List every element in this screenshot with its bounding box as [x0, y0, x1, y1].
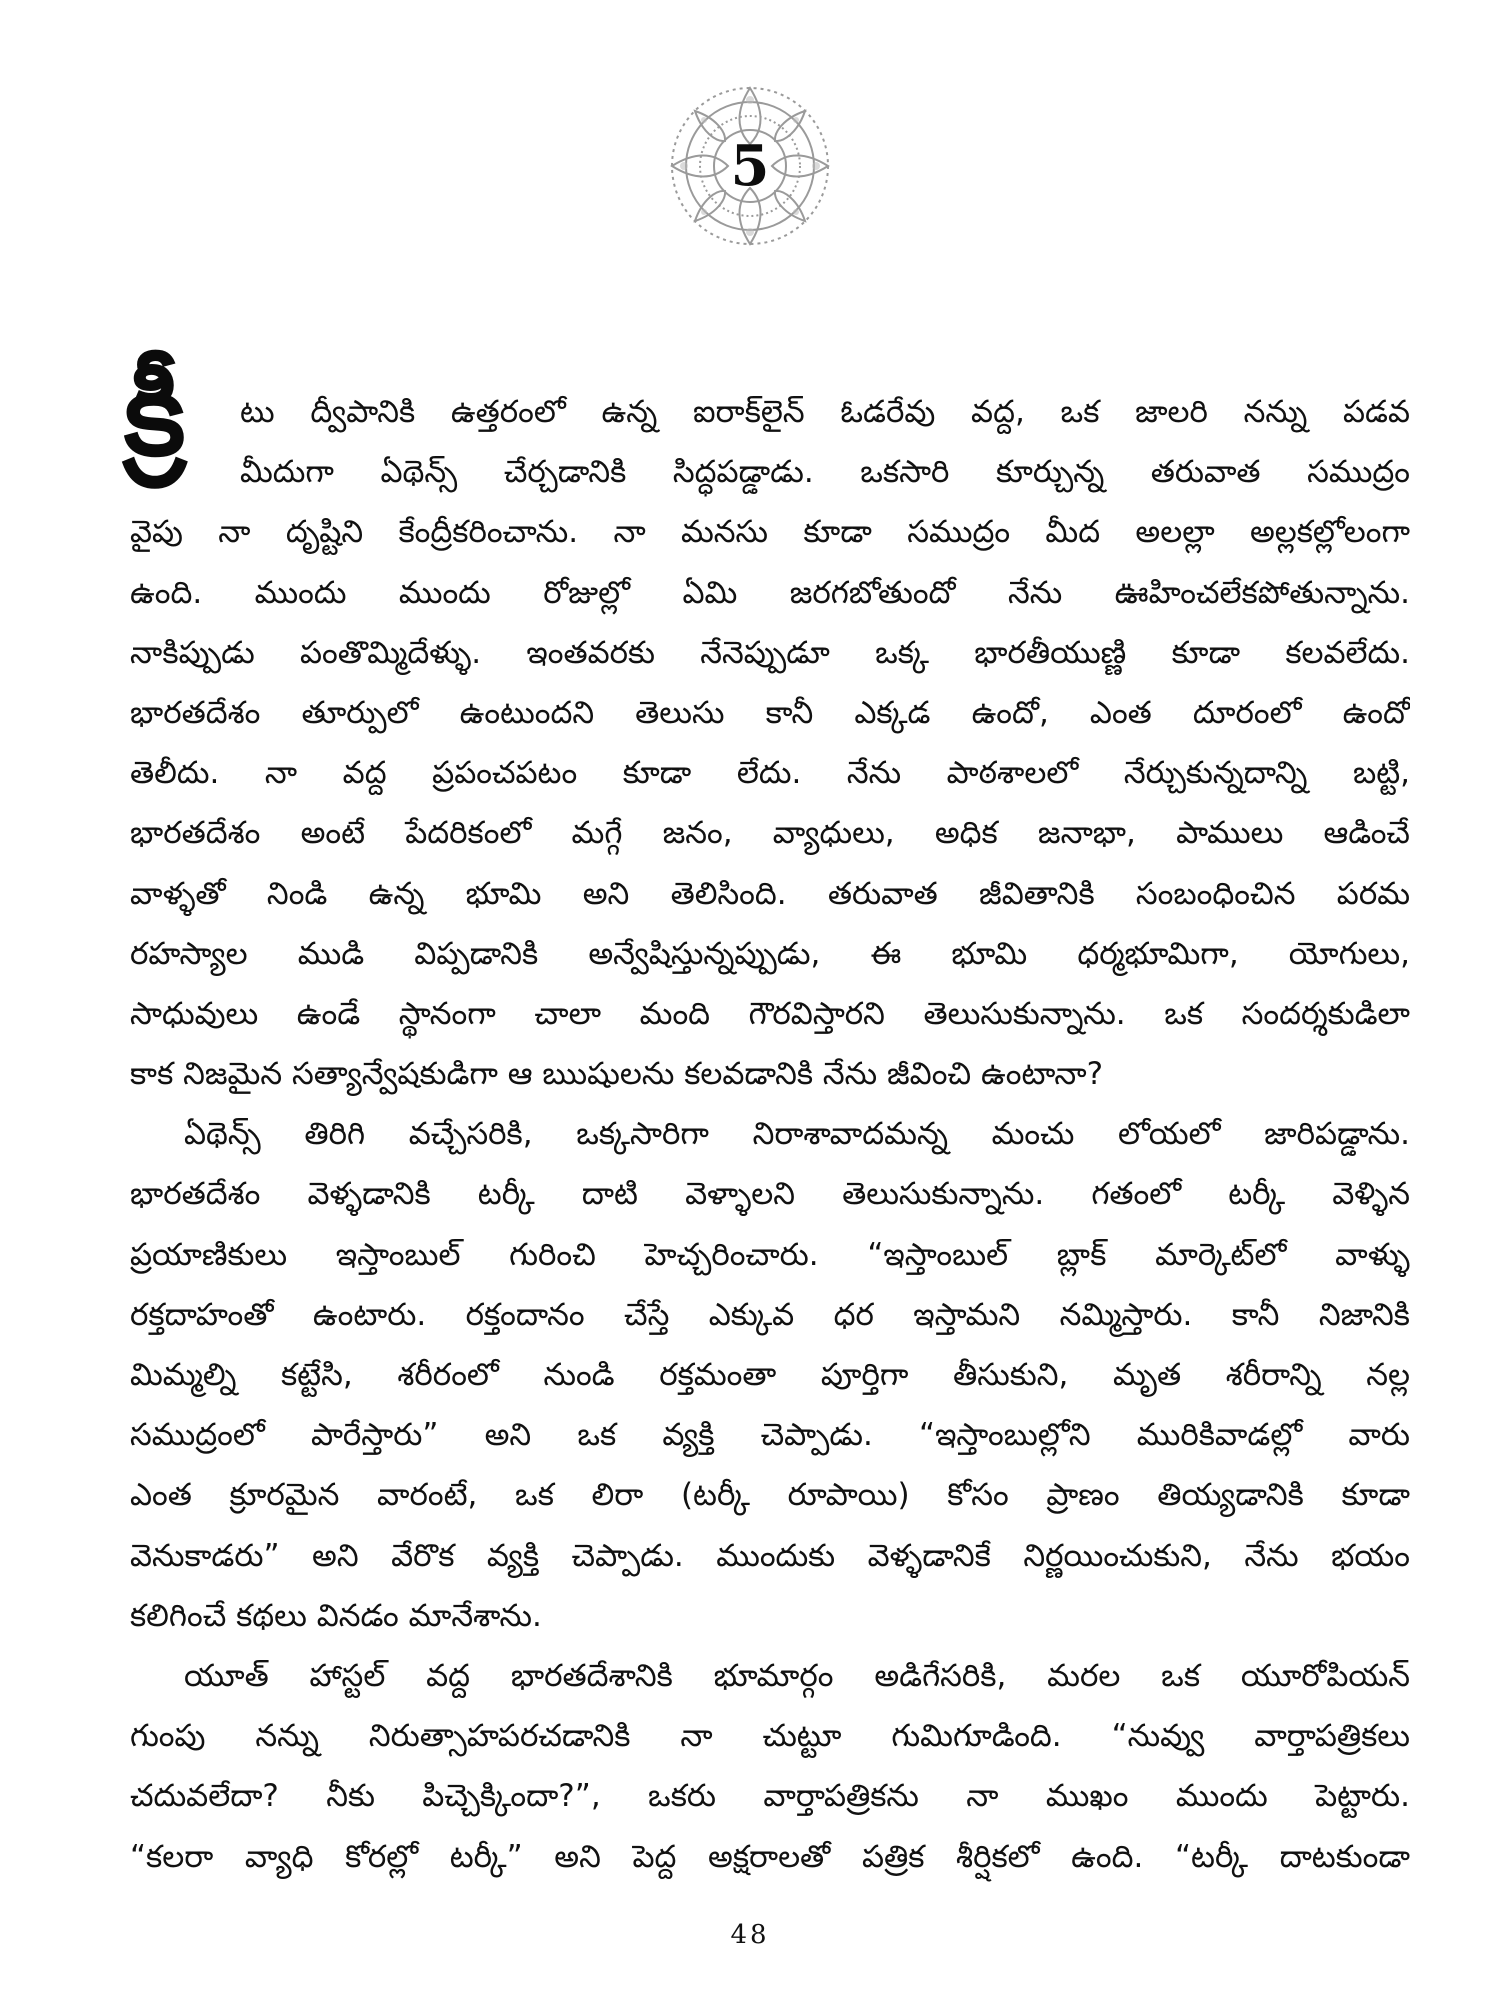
text-line: నాకిప్పుడు పంతొమ్మిదేళ్ళు. ఇంతవరకు నేనెప్పుడూ ఒక్క భారతీయుణ్ణి కూడా కలవలేదు. [130, 634, 1410, 671]
text-line: భారతదేశం అంటే పేదరికంలో మగ్గే జనం, వ్యాధులు, అధిక జనాభా, పాములు ఆడించే [130, 815, 1410, 852]
text-line: భారతదేశం తూర్పులో ఉంటుందని తెలుసు కానీ ఎక్కడ ఉందో, ఎంత దూరంలో ఉందో [130, 694, 1410, 731]
text-line: వాళ్ళతో నిండి ఉన్న భూమి అని తెలిసింది. తరువాత జీవితానికి సంబంధించిన పరమ [130, 875, 1410, 912]
paragraph-3 [130, 1646, 1410, 1887]
text-line: ఏథెన్స్ తిరిగి వచ్చేసరికి, ఒక్కసారిగా నిరాశావాదమన్న మంచు లోయలో జారిపడ్డాను. [184, 1116, 1410, 1153]
text-line: ఉంది. ముందు ముందు రోజుల్లో ఏమి జరగబోతుందో నేను ఊహించలేకపోతున్నాను. [130, 574, 1410, 611]
text-line: “కలరా వ్యాధి కోరల్లో టర్కీ” అని పెద్ద అక్షరాలతో పత్రిక శీర్షికలో ఉంది. “టర్కీ దాటకుండా [130, 1838, 1410, 1875]
chapter-ornament [664, 80, 836, 252]
page-number: 48 [730, 1920, 770, 1950]
text-line: కలిగించే కథలు వినడం మానేశాను. [130, 1597, 542, 1634]
text-line: సాధువులు ఉండే స్థానంగా చాలా మంది గౌరవిస్తారని తెలుసుకున్నాను. ఒక సందర్శకుడిలా [130, 995, 1410, 1032]
text-line: సముద్రంలో పారేస్తారు” అని ఒక వ్యక్తి చెప్పాడు. “ఇస్తాంబుల్లోని మురికివాడల్లో వారు [130, 1417, 1410, 1454]
chapter-body [124, 344, 1410, 1887]
text-line: ప్రయాణికులు ఇస్తాంబుల్ గురించి హెచ్చరించారు. “ఇస్తాంబుల్ బ్లాక్ మార్కెట్‌లో వాళ్ళు [130, 1236, 1410, 1273]
paragraph-1 [124, 344, 1410, 1104]
text-line: వెనుకాడరు” అని వేరొక వ్యక్తి చెప్పాడు. ముందుకు వెళ్ళడానికే నిర్ణయించుకుని, నేను భయం [130, 1537, 1410, 1574]
text-line: తెలీదు. నా వద్ద ప్రపంచపటం కూడా లేదు. నేను పాఠశాలలో నేర్చుకున్నదాన్ని బట్టి, [130, 755, 1410, 792]
text-line: యూత్ హాస్టల్ వద్ద భారతదేశానికి భూమార్గం అడిగేసరికి, మరల ఒక యూరోపియన్ [184, 1657, 1410, 1694]
text-line: రహస్యాల ముడి విప్పడానికి అన్వేషిస్తున్నప్పుడు, ఈ భూమి ధర్మభూమిగా, యోగులు, [130, 935, 1410, 972]
paragraph-2 [130, 1104, 1410, 1646]
text-line: చదువలేదా? నీకు పిచ్చెక్కిందా?”, ఒకరు వార్తాపత్రికను నా ముఖం ముందు పెట్టారు. [130, 1778, 1410, 1815]
text-line: గుంపు నన్ను నిరుత్సాహపరచడానికి నా చుట్టూ గుమిగూడింది. “నువ్వు వార్తాపత్రికలు [130, 1718, 1410, 1755]
drop-cap: క్రీ [124, 344, 186, 482]
text-line: ఎంత క్రూరమైన వారంటే, ఒక లిరా (టర్కీ రూపాయి) కోసం ప్రాణం తియ్యడానికి కూడా [130, 1477, 1410, 1514]
chapter-number: 5 [730, 133, 770, 199]
text-line: మిమ్మల్ని కట్టేసి, శరీరంలో నుండి రక్తమంతా పూర్తిగా తీసుకుని, మృత శరీరాన్ని నల్ల [130, 1357, 1410, 1393]
text-line: భారతదేశం వెళ్ళడానికి టర్కీ దాటి వెళ్ళాలని తెలుసుకున్నాను. గతంలో టర్కీ వెళ్ళిన [130, 1176, 1410, 1213]
text-line: వైపు నా దృష్టిని కేంద్రీకరించాను. నా మనసు కూడా సముద్రం మీద అలల్లా అల్లకల్లోలంగా [130, 514, 1410, 551]
text-line: కాక నిజమైన సత్యాన్వేషకుడిగా ఆ ఋషులను కలవడానికి నేను జీవించి ఉంటానా? [130, 1056, 1104, 1093]
text-line: టు ద్వీపానికి ఉత్తరంలో ఉన్న ఐరాక్‌లైన్ ఓడరేవు వద్ద, ఒక జాలరి నన్ను పడవ [240, 394, 1410, 430]
text-line: రక్తదాహంతో ఉంటారు. రక్తందానం చేస్తే ఎక్కువ ధర ఇస్తామని నమ్మిస్తారు. కానీ నిజానికి [130, 1296, 1410, 1333]
text-line: మీదుగా ఏథెన్స్ చేర్చడానికి సిద్ధపడ్డాడు. ఒకసారి కూర్చున్న తరువాత సముద్రం [240, 454, 1410, 491]
